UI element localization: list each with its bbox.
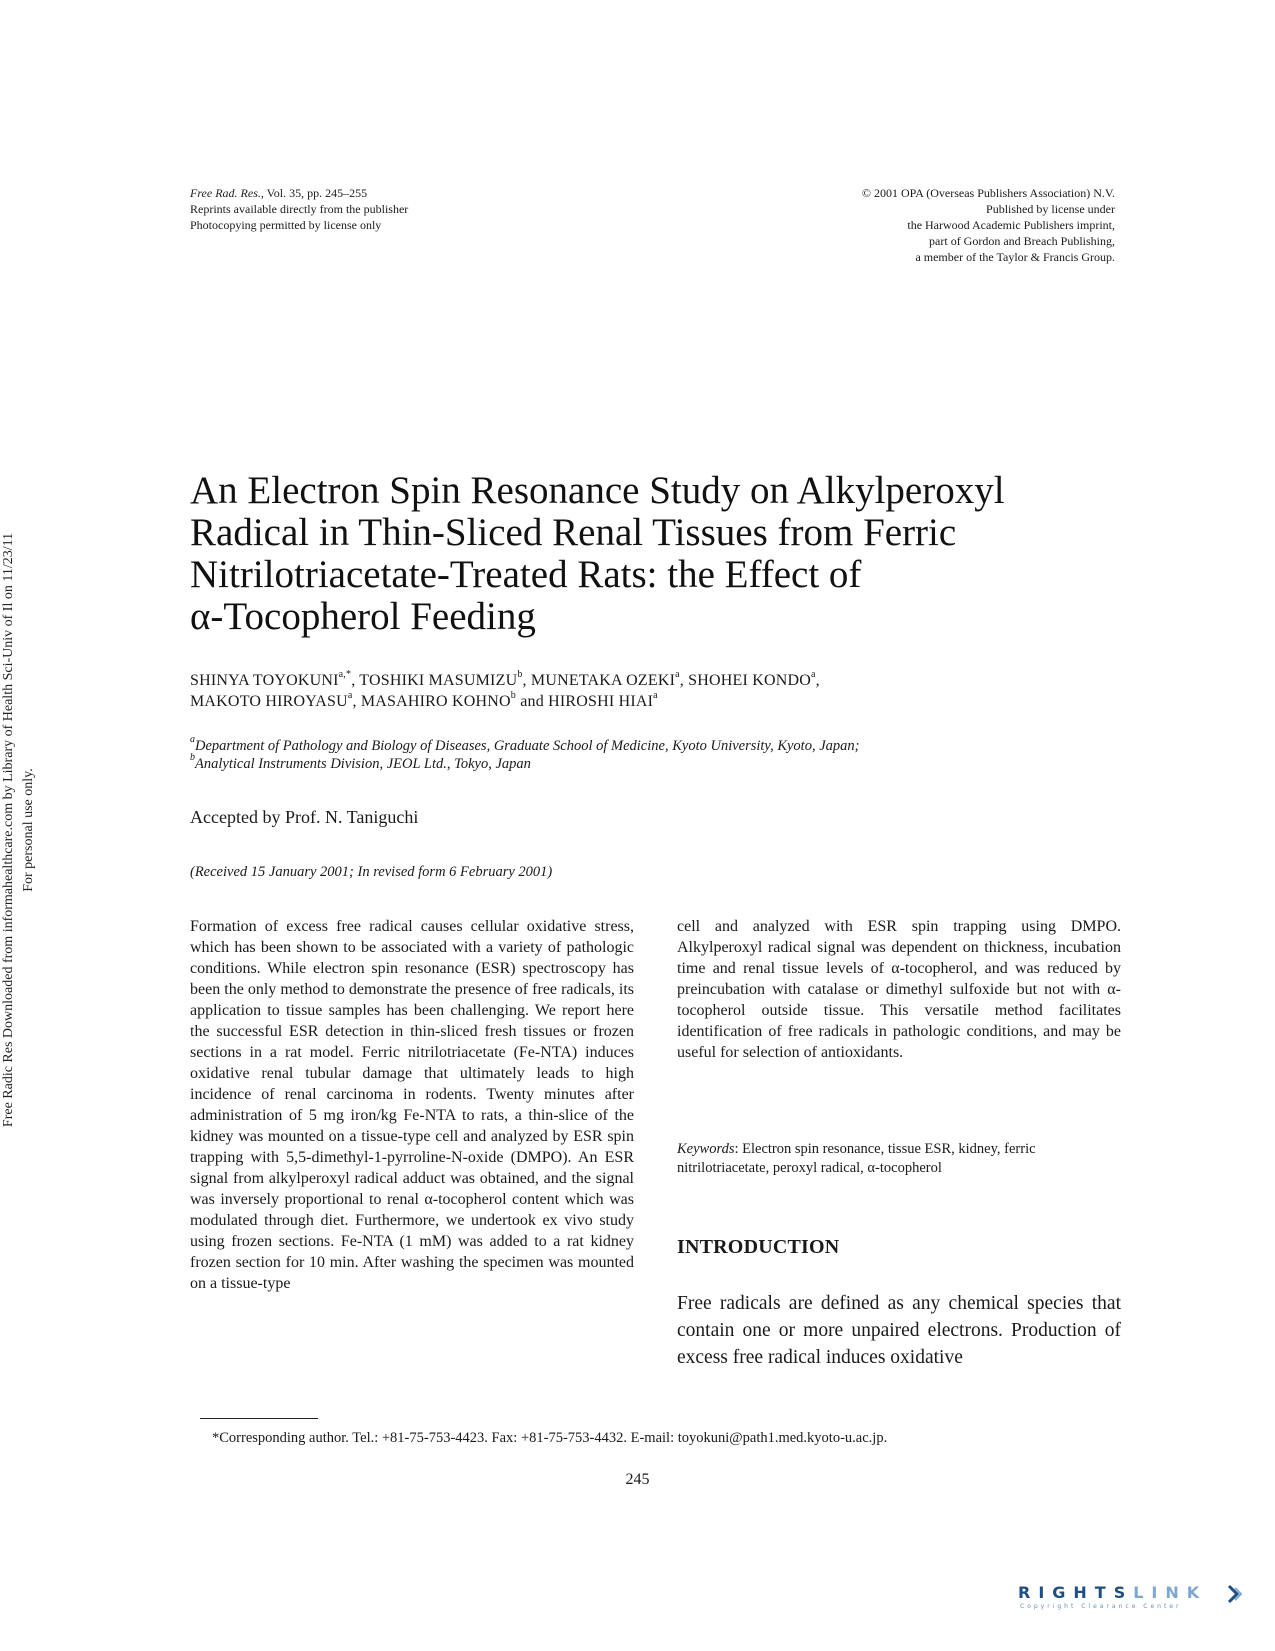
- citation-line: Reprints available directly from the publisher: [190, 202, 409, 216]
- received-dates: (Received 15 January 2001; In revised form 6 February 2001): [190, 864, 553, 880]
- abstract-column-2: cell and analyzed with ESR spin trapping using DMPO. Alkylperoxyl radical signal was dependent on thickness, incubation time and renal tissue levels of α-tocopherol, and was reduced by preincubation with catalase or dimethyl sulfoxide but not with α-tocopherol outside tissue. This versatile method facilitates identification of free radicals in pathologic conditions, and may be useful for selection of antioxidants.: [677, 918, 1121, 1061]
- author-affil-mark: b: [510, 689, 516, 701]
- author-list: [190, 670, 1070, 712]
- copyright-line: part of Gordon and Breach Publishing,: [929, 234, 1115, 248]
- author-name: , MUNETAKA OZEKI: [522, 672, 676, 689]
- title-line: α-Tocopherol Feeding: [190, 595, 536, 638]
- journal-citation: [190, 185, 408, 233]
- copyright-line: the Harwood Academic Publishers imprint,: [907, 218, 1115, 232]
- author-affil-mark: a,*: [338, 668, 352, 680]
- affiliation-a: [190, 734, 1090, 755]
- citation-line: Photocopying permitted by license only: [190, 218, 382, 232]
- abstract-column-1: Formation of excess free radical causes cellular oxidative stress, which has been shown to be associated with a variety of pathologic conditions. While electron spin resonance (ESR) spectroscopy has been the only method to demonstrate the presence of free radicals, its application to tissue samples has been challenging. We report here the successful ESR detection in thin-sliced fresh tissues or frozen sections in a rat model. Ferric nitrilotriacetate (Fe-NTA) induces oxidative renal tubular damage that ultimately leads to high incidence of renal carcinoma in rodents. Twenty minutes after administration of 5 mg iron/kg Fe-NTA to rats, a thin-slice of the kidney was mounted on a tissue-type cell and analyzed by ESR spin trapping with 5,5-dimethyl-1-pyrroline-N-oxide (DMPO). An ESR signal from alkylperoxyl radical adduct was obtained, and the signal was inversely proportional to renal α-tocopherol content which was modulated through diet. Furthermore, we undertook ex vivo study using frozen sections. Fe-NTA (1 mM) was added to a rat kidney frozen section for 10 min. After washing the specimen was mounted on a tissue-type: [190, 918, 634, 1292]
- title-line: An Electron Spin Resonance Study on Alkylperoxyl: [190, 469, 1005, 512]
- page-number: 245: [625, 1471, 650, 1488]
- author-line: [190, 670, 1070, 691]
- rightslink-bold: RIGHTS: [1018, 1583, 1134, 1602]
- keywords-label: Keywords: [677, 1141, 735, 1157]
- author-name: , TOSHIKI MASUMIZU: [351, 672, 518, 689]
- keywords: [677, 1140, 1121, 1178]
- footnote-rule: [200, 1418, 318, 1419]
- rightslink-wordmark: [1018, 1583, 1248, 1602]
- affil-text: Analytical Instruments Division, JEOL Ltd., Tokyo, Japan: [195, 756, 531, 772]
- affiliation-b: [190, 752, 1090, 773]
- keywords-text: : Electron spin resonance, tissue ESR, kidney, ferric nitrilotriacetate, peroxyl radical, α-tocopherol: [677, 1141, 1036, 1176]
- author-name: , MASAHIRO KOHNO: [352, 693, 511, 710]
- title-line: Nitrilotriacetate-Treated Rats: the Effect of: [190, 553, 862, 596]
- copyright-line: © 2001 OPA (Overseas Publishers Association) N.V.: [861, 186, 1115, 200]
- author-separator: ,: [815, 672, 820, 689]
- title-line: Radical in Thin-Sliced Renal Tissues from Ferric: [190, 511, 957, 554]
- rightslink-logo[interactable]: [1018, 1583, 1248, 1615]
- rightslink-subtitle: Copyright Clearance Center: [1020, 1603, 1182, 1610]
- author-name: and HIROSHI HIAI: [516, 693, 654, 710]
- rightslink-light: LINK: [1133, 1583, 1208, 1602]
- download-watermark: [0, 470, 36, 1190]
- copyright-notice: [862, 185, 1115, 265]
- copyright-line: a member of the Taylor & Francis Group.: [915, 250, 1115, 264]
- watermark-line-2: For personal use only.: [21, 768, 36, 892]
- copyright-line: Published by license under: [986, 202, 1115, 216]
- affil-mark: a: [190, 734, 195, 746]
- author-affil-mark: a: [811, 668, 816, 680]
- author-name: SHINYA TOYOKUNI: [190, 672, 339, 689]
- citation-line: Free Rad. Res., Vol. 35, pp. 245–255: [190, 186, 368, 200]
- accepted-by: Accepted by Prof. N. Taniguchi: [190, 807, 419, 827]
- affiliations: [190, 734, 1090, 773]
- author-affil-mark: a: [653, 689, 658, 701]
- author-name: , SHOHEI KONDO: [679, 672, 811, 689]
- affil-text: Department of Pathology and Biology of Diseases, Graduate School of Medicine, Kyoto University, Kyoto, Japan;: [195, 738, 860, 754]
- corresponding-author-footnote: *Corresponding author. Tel.: +81-75-753-4423. Fax: +81-75-753-4432. E-mail: toyokuni@path1.med.kyoto-u.ac.jp.: [212, 1430, 888, 1446]
- rightslink-arrow-icon: [1224, 1583, 1246, 1605]
- introduction-text: Free radicals are defined as any chemical species that contain one or more unpaired electrons. Production of excess free radical induces oxidative: [677, 1293, 1121, 1368]
- author-affil-mark: b: [517, 668, 523, 680]
- author-name: MAKOTO HIROYASU: [190, 693, 348, 710]
- watermark-line-1: Free Radic Res Downloaded from informahealthcare.com by Library of Health Sci-Univ of Il on 11/23/11: [1, 532, 16, 1128]
- section-heading-introduction: INTRODUCTION: [677, 1236, 840, 1258]
- author-affil-mark: a: [675, 668, 680, 680]
- article-title: [190, 470, 1090, 638]
- author-affil-mark: a: [347, 689, 353, 701]
- author-line: [190, 691, 1070, 712]
- affil-mark: b: [190, 752, 195, 764]
